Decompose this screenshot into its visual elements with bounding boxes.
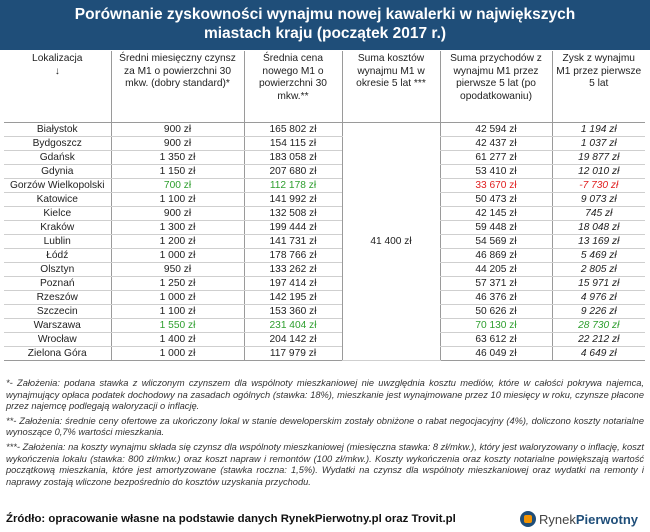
cell-price: 178 766 zł [244, 248, 342, 262]
cell-rent: 900 zł [111, 206, 244, 220]
cell-price: 141 731 zł [244, 234, 342, 248]
header-price: Średnia cena nowego M1 o powierzchni 30 mkw.** [244, 51, 342, 122]
cell-revenue: 53 410 zł [440, 164, 552, 178]
page-title [0, 0, 650, 50]
table-row [4, 150, 645, 164]
cell-rent: 1 550 zł [111, 318, 244, 332]
cell-city: Gdynia [4, 164, 111, 178]
cell-profit: 22 212 zł [552, 332, 645, 346]
cell-revenue: 46 376 zł [440, 290, 552, 304]
cell-price: 197 414 zł [244, 276, 342, 290]
cell-rent: 900 zł [111, 122, 244, 136]
cell-price: 132 508 zł [244, 206, 342, 220]
cell-city: Zielona Góra [4, 346, 111, 360]
title-line-1: Porównanie zyskowności wynajmu nowej kawalerki w największych [74, 6, 576, 23]
cell-revenue: 50 626 zł [440, 304, 552, 318]
cell-city: Kielce [4, 206, 111, 220]
cell-revenue: 61 277 zł [440, 150, 552, 164]
cell-profit: 2 805 zł [552, 262, 645, 276]
cell-price: 142 195 zł [244, 290, 342, 304]
cell-rent: 1 100 zł [111, 192, 244, 206]
cell-profit: 18 048 zł [552, 220, 645, 234]
cell-city: Wrocław [4, 332, 111, 346]
cell-rent: 700 zł [111, 178, 244, 192]
cell-rent: 1 150 zł [111, 164, 244, 178]
cell-price: 154 115 zł [244, 136, 342, 150]
cell-price: 231 404 zł [244, 318, 342, 332]
cell-profit: 1 037 zł [552, 136, 645, 150]
cell-rent: 1 350 zł [111, 150, 244, 164]
cell-price: 207 680 zł [244, 164, 342, 178]
cell-revenue: 42 437 zł [440, 136, 552, 150]
table-row [4, 318, 645, 332]
cell-profit: 1 194 zł [552, 122, 645, 136]
header-revenue: Suma przychodów z wynajmu M1 przez pierwsze 5 lat (po opodatkowaniu) [440, 51, 552, 122]
cell-city: Katowice [4, 192, 111, 206]
cell-profit: 19 877 zł [552, 150, 645, 164]
arrow-down-icon: ↓ [54, 65, 60, 77]
cell-profit: 15 971 zł [552, 276, 645, 290]
table-row [4, 206, 645, 220]
logo-mark-icon [520, 511, 536, 527]
cell-revenue: 63 612 zł [440, 332, 552, 346]
logo-text-part2: Pierwotny [575, 511, 638, 527]
cell-price: 183 058 zł [244, 150, 342, 164]
cell-rent: 1 000 zł [111, 346, 244, 360]
table-row [4, 304, 645, 318]
cell-city: Lublin [4, 234, 111, 248]
table-row [4, 332, 645, 346]
header-profit: Zysk z wynajmu M1 przez pierwsze 5 lat [552, 51, 645, 122]
cell-profit: 9 226 zł [552, 304, 645, 318]
cell-city: Szczecin [4, 304, 111, 318]
cell-profit: 9 073 zł [552, 192, 645, 206]
cell-revenue: 54 569 zł [440, 234, 552, 248]
cell-rent: 1 300 zł [111, 220, 244, 234]
table-row [4, 164, 645, 178]
cell-revenue: 42 145 zł [440, 206, 552, 220]
cell-rent: 1 000 zł [111, 248, 244, 262]
cell-price: 153 360 zł [244, 304, 342, 318]
cell-revenue: 59 448 zł [440, 220, 552, 234]
table-row [4, 234, 645, 248]
cell-city: Bydgoszcz [4, 136, 111, 150]
cell-profit: 12 010 zł [552, 164, 645, 178]
title-line-2: miastach kraju (początek 2017 r.) [203, 25, 447, 42]
cell-city: Gdańsk [4, 150, 111, 164]
cell-revenue: 57 371 zł [440, 276, 552, 290]
cell-city: Rzeszów [4, 290, 111, 304]
logo-text-part1: Rynek [539, 511, 576, 527]
cell-revenue: 70 130 zł [440, 318, 552, 332]
cell-profit: 745 zł [552, 206, 645, 220]
table-row [4, 220, 645, 234]
table-row [4, 346, 645, 360]
cell-price: 112 178 zł [244, 178, 342, 192]
table-row [4, 262, 645, 276]
cell-city: Warszawa [4, 318, 111, 332]
cell-city: Łódź [4, 248, 111, 262]
cell-price: 204 142 zł [244, 332, 342, 346]
cell-rent: 900 zł [111, 136, 244, 150]
header-costs: Suma kosztów wynajmu M1 w okresie 5 lat *** [342, 51, 440, 122]
cell-price: 117 979 zł [244, 346, 342, 360]
cell-city: Gorzów Wielkopolski [4, 178, 111, 192]
table-row [4, 248, 645, 262]
table-body [4, 122, 645, 360]
table-row [4, 122, 645, 136]
cell-rent: 1 250 zł [111, 276, 244, 290]
cell-city: Białystok [4, 122, 111, 136]
cell-price: 199 444 zł [244, 220, 342, 234]
header-rent: Średni miesięczny czynsz za M1 o powierzchni 30 mkw. (dobry standard)* [111, 51, 244, 122]
table-row [4, 276, 645, 290]
rynekpierwotny-logo [520, 508, 638, 530]
cell-city: Olsztyn [4, 262, 111, 276]
cell-price: 165 802 zł [244, 122, 342, 136]
cell-rent: 1 200 zł [111, 234, 244, 248]
cell-rent: 1 100 zł [111, 304, 244, 318]
footnote-2: **- Założenia: średnie ceny ofertowe za ukończony lokal w stanie deweloperskim zostały obniżone o rabat negocjacyjny (4%), doliczono koszty notarialne wynoszące 0,7% wartości mieszkania. [6, 415, 644, 438]
cell-profit: -7 730 zł [552, 178, 645, 192]
cell-profit: 4 649 zł [552, 346, 645, 360]
cell-rent: 1 400 zł [111, 332, 244, 346]
cell-profit: 5 469 zł [552, 248, 645, 262]
cell-revenue: 44 205 zł [440, 262, 552, 276]
table-row [4, 192, 645, 206]
cell-revenue: 46 869 zł [440, 248, 552, 262]
footnotes [6, 378, 644, 491]
table-row [4, 290, 645, 304]
cell-profit: 4 976 zł [552, 290, 645, 304]
footnote-3: ***- Założenia: na koszty wynajmu składa się czynsz dla wspólnoty mieszkaniowej (miesięczna stawka: 8 zł/mkw.), który jest waloryzowany o inflację, koszt wykończenia lokalu (stawka: 800 zł/mkw.) oraz koszt napraw i remontów (100 zł/mkw.). Koszty wykończenia oraz koszty notarialne powiększają wartość początkową mieszkania, które jest amortyzowane (stawka roczna: 1,5%). Wydatki na czynsz dla wspólnoty mieszkaniowej oraz wydatki na remonty i naprawy zostają wliczone bezpośrednio do kosztów uzyskania przychodu. [6, 441, 644, 487]
cell-revenue: 50 473 zł [440, 192, 552, 206]
cell-revenue: 46 049 zł [440, 346, 552, 360]
cell-city: Poznań [4, 276, 111, 290]
cell-rent: 950 zł [111, 262, 244, 276]
table-row [4, 136, 645, 150]
comparison-table [4, 51, 645, 361]
header-location: Lokalizacja ↓ [4, 51, 111, 122]
cell-price: 141 992 zł [244, 192, 342, 206]
table-header-row [4, 51, 645, 122]
cell-costs-total: 41 400 zł [342, 122, 440, 360]
cell-revenue: 33 670 zł [440, 178, 552, 192]
cell-price: 133 262 zł [244, 262, 342, 276]
cell-rent: 1 000 zł [111, 290, 244, 304]
cell-revenue: 42 594 zł [440, 122, 552, 136]
cell-profit: 13 169 zł [552, 234, 645, 248]
table-row [4, 178, 645, 192]
cell-city: Kraków [4, 220, 111, 234]
cell-profit: 28 730 zł [552, 318, 645, 332]
source-line: Źródło: opracowanie własne na podstawie danych RynekPierwotny.pl oraz Trovit.pl [6, 513, 456, 525]
footnote-1: *- Założenia: podana stawka z wliczonym czynszem dla wspólnoty mieszkaniowej nie uwzględnia kosztu mediów, które w całości pokrywa najemca, wynajmujący opłaca podatek dochodowy na zasadach ogólnych (stawka: 18%), mieszkanie jest wynajmowane przez 10 miesięcy w roku, czynsze płacone przez najemcę podlegają waloryzacji o inflację. [6, 378, 644, 412]
